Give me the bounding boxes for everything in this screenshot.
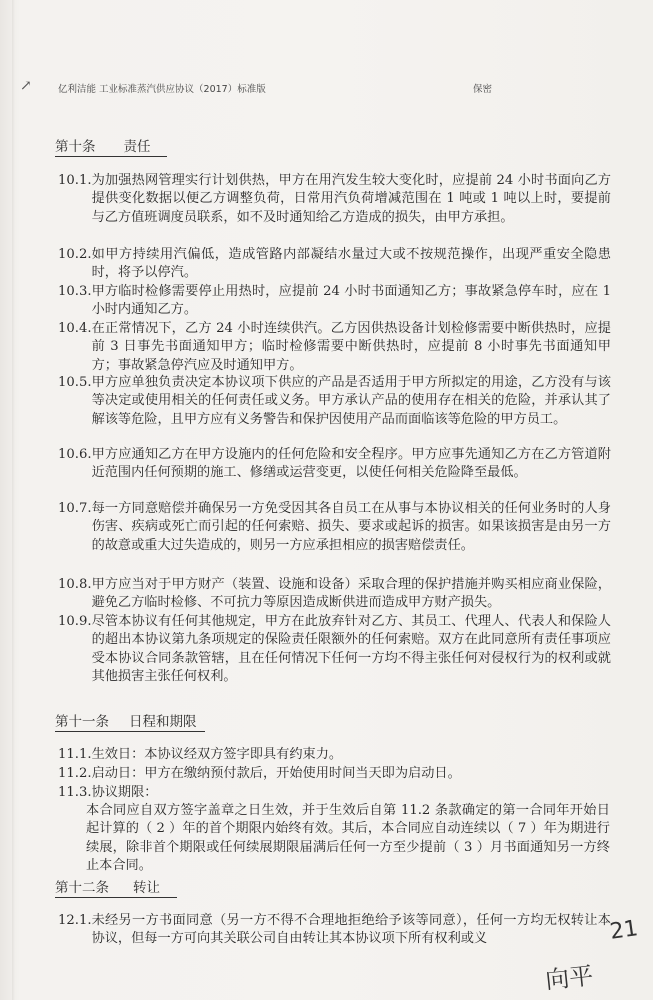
clause-10-3: 10.3. 甲方临时检修需要停止用热时，应提前 24 小时书面通知乙方；事故紧急停车时，应在 1 小时内通知乙方。 — [58, 284, 611, 318]
header-title: 亿利洁能 工业标准蒸汽供应协议（2017）标准版 — [58, 84, 266, 95]
corner-mark: ↗ — [20, 78, 32, 94]
clause-10-5: 10.5. 甲方应单独负责决定本协议项下供应的产品是否适用于甲方所拟定的用途，乙方没有与该等决定或使用相关的任何责任或义务。甲方承认产品的使用存在相关的危险，并承认其了解该等危险，且甲方应有义务警告和保护因使用产品而面临该等危险的甲方员工。 — [58, 375, 611, 427]
clause-11-1: 11.1.生效日：本协议经双方签字即具有约束力。 — [58, 747, 343, 762]
section-title-10: 第十条 责任 — [55, 135, 167, 157]
clause-10-6: 10.6. 甲方应通知乙方在甲方设施内的任何危险和安全程序。甲方应事先通知乙方在乙方管道附近范围内任何预期的施工、修缮或运营变更，以使任何相关危险降至最低。 — [58, 447, 611, 481]
section-title-12: 第十二条 转让 — [55, 876, 177, 898]
clause-10-1: 10.1. 为加强热网管理实行计划供热，甲方在用汽发生较大变化时，应提前 24 小时书面向乙方提供变化数据以便乙方调整负荷，日常用汽负荷增减范围在 1 吨或 1 吨以上时，要提前与乙方值班调度员联系，如不及时通知给乙方造成的损失，由甲方承担。 — [58, 173, 611, 225]
clause-11-2: 11.2.启动日：甲方在缴纳预付款后，开始使用时间当天即为启动日。 — [58, 766, 461, 781]
clause-10-4: 10.4. 在正常情况下，乙方 24 小时连续供汽。乙方因供热设备计划检修需要中断供热时，应提前 3 日事先书面通知甲方；临时检修需要中断供热时，应提前 8 小时事先书面通知甲方；事故紧急停汽应及时通知甲方。 — [58, 321, 611, 373]
header-confidential: 保密 — [473, 84, 493, 95]
clause-12-1: 12.1. 未经另一方书面同意（另一方不得不合理地拒绝给予该等同意），任何一方均无权转让本协议，但每一方可向其关联公司自由转让其本协议项下所有权利或义 — [58, 913, 611, 947]
clause-10-8: 10.8. 甲方应当对于甲方财产（装置、设施和设备）采取合理的保护措施并购买相应商业保险，避免乙方临时检修、不可抗力等原因造成断供进而造成甲方财产损失。 — [58, 577, 611, 611]
section-title-11: 第十一条 日程和期限 — [55, 710, 205, 732]
handwritten-signature: 向平 — [543, 961, 595, 995]
clause-10-7: 10.7. 每一方同意赔偿并确保另一方免受因其各自员工在从事与本协议相关的任何业务时的人身伤害、疾病或死亡而引起的任何索赔、损失、要求或起诉的损害。如果该损害是由另一方的故意或重大过失造成的，则另一方应承担相应的损害赔偿责任。 — [58, 501, 611, 553]
clause-10-2: 10.2. 如甲方持续用汽偏低，造成管路内部凝结水量过大或不按规范操作，出现严重安全隐患时，将予以停汽。 — [58, 247, 611, 281]
page-header — [58, 81, 593, 95]
clause-10-9: 10.9. 尽管本协议有任何其他规定，甲方在此放弃针对乙方、其员工、代理人、代表人和保险人的超出本协议第九条项规定的保险责任限额外的任何索赔。双方在此同意所有责任事项应受本协议合同条款管辖，且在任何情况下任何一方均不得主张任何对侵权行为的权利或就其他损害主张任何权利。 — [58, 614, 611, 684]
handwritten-page-number: 21 — [608, 916, 640, 945]
clause-11-3: 11.3.协议期限： — [58, 785, 158, 800]
scan-fold-shadow — [12, 0, 15, 1000]
clause-11-3-body: 本合同应自双方签字盖章之日生效，并于生效后自第 11.2 条款确定的第一合同年开始日起计算的（ 2 ）年的首个期限内始终有效。其后，本合同应自动连续以（ 7 ）年为期进行续展，除非首个期限或任何续展期限届满后任何一方至少提前（ 3 ）月书面通知另一方终止本合同。 — [86, 803, 610, 873]
